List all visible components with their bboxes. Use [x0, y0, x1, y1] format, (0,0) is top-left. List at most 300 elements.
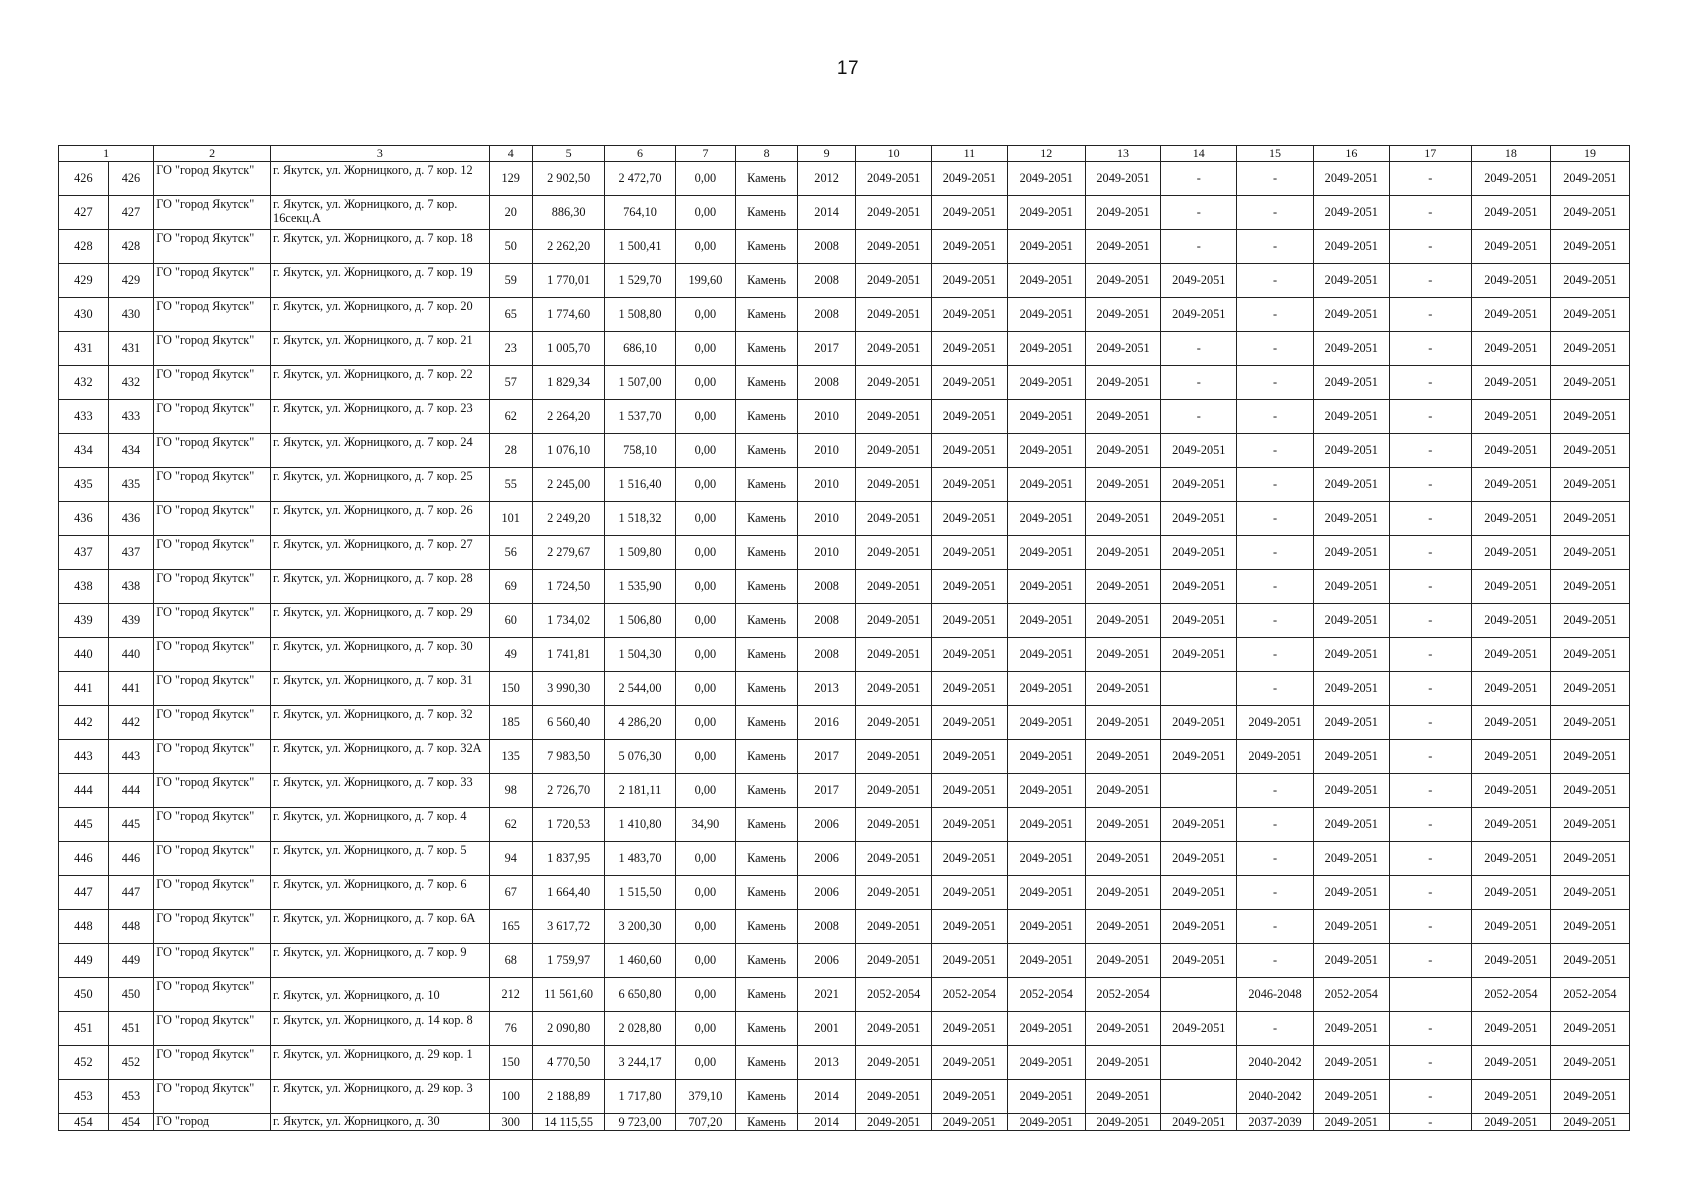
table-cell: 2049-2051 [932, 570, 1008, 604]
table-cell: 2049-2051 [1313, 1046, 1389, 1080]
table-cell: 2049-2051 [932, 672, 1008, 706]
table-cell: 2049-2051 [1471, 502, 1550, 536]
table-row [59, 196, 1630, 230]
column-header: 1 [59, 146, 154, 162]
table-cell: 2049-2051 [856, 196, 932, 230]
table-cell: - [1237, 944, 1314, 978]
table-cell: 431 [108, 332, 153, 366]
table-cell: 2 181,11 [605, 774, 675, 808]
table-cell: - [1237, 876, 1314, 910]
table-cell: 5 076,30 [605, 740, 675, 774]
table-cell: 62 [489, 808, 532, 842]
table-cell: 2049-2051 [932, 876, 1008, 910]
table-cell: 438 [59, 570, 109, 604]
table-cell: - [1389, 910, 1471, 944]
table-cell: 2049-2051 [1550, 536, 1629, 570]
table-cell: 2013 [797, 672, 855, 706]
table-cell: 60 [489, 604, 532, 638]
table-cell: 2049-2051 [1550, 604, 1629, 638]
table-cell [1161, 1046, 1237, 1080]
table-cell: 2049-2051 [1007, 1114, 1085, 1131]
table-cell: 2049-2051 [856, 910, 932, 944]
table-cell: 2010 [797, 400, 855, 434]
column-header: 11 [932, 146, 1008, 162]
table-cell: ГО "город Якутск" [154, 502, 271, 536]
table-cell [1389, 978, 1471, 1012]
table-cell: 65 [489, 298, 532, 332]
table-cell: - [1389, 1012, 1471, 1046]
table-cell: 0,00 [675, 944, 736, 978]
table-cell: 199,60 [675, 264, 736, 298]
table-cell: 100 [489, 1080, 532, 1114]
table-cell: 2049-2051 [856, 876, 932, 910]
table-cell [1161, 978, 1237, 1012]
table-cell: 2 264,20 [532, 400, 604, 434]
table-cell: 444 [59, 774, 109, 808]
table-cell: 2006 [797, 876, 855, 910]
table-cell: 2049-2051 [1471, 162, 1550, 196]
table-row [59, 366, 1630, 400]
table-row [59, 842, 1630, 876]
table-cell: 300 [489, 1114, 532, 1131]
table-cell: 2049-2051 [1550, 298, 1629, 332]
table-cell [1161, 672, 1237, 706]
table-cell: 2049-2051 [932, 264, 1008, 298]
table-cell: 430 [59, 298, 109, 332]
table-cell: г. Якутск, ул. Жорницкого, д. 7 кор. 28 [271, 570, 490, 604]
table-cell: 2049-2051 [856, 1012, 932, 1046]
table-cell: 2049-2051 [1161, 876, 1237, 910]
table-cell: 1 518,32 [605, 502, 675, 536]
table-cell: - [1237, 468, 1314, 502]
table-cell: 2006 [797, 808, 855, 842]
table-cell: - [1237, 910, 1314, 944]
table-cell: 2049-2051 [1007, 264, 1085, 298]
table-cell: 2049-2051 [856, 1114, 932, 1131]
table-cell: Камень [736, 1080, 798, 1114]
table-cell: Камень [736, 774, 798, 808]
table-cell: 2049-2051 [1471, 1080, 1550, 1114]
column-header: 8 [736, 146, 798, 162]
table-cell: 2049-2051 [1313, 638, 1389, 672]
table-cell: 2049-2051 [1161, 706, 1237, 740]
table-cell: 2049-2051 [1550, 1012, 1629, 1046]
table-cell: 2049-2051 [1471, 740, 1550, 774]
table-cell: ГО "город Якутск" [154, 536, 271, 570]
table-cell: 1 504,30 [605, 638, 675, 672]
table-cell: - [1389, 1114, 1471, 1131]
table-cell: 2049-2051 [1161, 842, 1237, 876]
table-cell: ГО "город Якутск" [154, 842, 271, 876]
column-header: 14 [1161, 146, 1237, 162]
table-cell: 2049-2051 [932, 162, 1008, 196]
table-cell: 1 529,70 [605, 264, 675, 298]
table-cell: 0,00 [675, 604, 736, 638]
table-cell: 2049-2051 [1550, 502, 1629, 536]
table-cell: 2049-2051 [1471, 1046, 1550, 1080]
table-cell: ГО "город Якутск" [154, 910, 271, 944]
table-cell: 1 507,00 [605, 366, 675, 400]
table-cell: ГО "город Якутск" [154, 264, 271, 298]
table-row [59, 706, 1630, 740]
page-number: 17 [836, 58, 860, 79]
table-cell: 2052-2054 [1007, 978, 1085, 1012]
table-cell: 2008 [797, 298, 855, 332]
table-cell: 2049-2051 [1550, 808, 1629, 842]
table-cell: - [1161, 162, 1237, 196]
table-cell: - [1161, 196, 1237, 230]
table-cell: - [1237, 672, 1314, 706]
table-cell: Камень [736, 944, 798, 978]
table-cell: 2049-2051 [1471, 910, 1550, 944]
table-cell: 2049-2051 [1471, 774, 1550, 808]
table-cell: 2049-2051 [1550, 400, 1629, 434]
table-cell: 449 [59, 944, 109, 978]
table-cell: 379,10 [675, 1080, 736, 1114]
table-cell: 437 [108, 536, 153, 570]
table-cell: 2049-2051 [1550, 944, 1629, 978]
table-cell: 1 535,90 [605, 570, 675, 604]
table-cell: 2049-2051 [1237, 740, 1314, 774]
table-cell: 429 [59, 264, 109, 298]
table-cell: 2049-2051 [1007, 570, 1085, 604]
table-cell: 2 544,00 [605, 672, 675, 706]
table-cell: - [1237, 570, 1314, 604]
table-cell: 2049-2051 [856, 706, 932, 740]
table-cell: 2049-2051 [1550, 264, 1629, 298]
table-cell: 2049-2051 [1007, 366, 1085, 400]
table-cell: г. Якутск, ул. Жорницкого, д. 7 кор. 25 [271, 468, 490, 502]
table-row [59, 1080, 1630, 1114]
table-cell: 2049-2051 [932, 298, 1008, 332]
table-cell: 2049-2051 [1085, 332, 1161, 366]
column-header: 10 [856, 146, 932, 162]
table-cell: 2049-2051 [1550, 468, 1629, 502]
table-cell: 2 902,50 [532, 162, 604, 196]
table-cell: 2049-2051 [1237, 706, 1314, 740]
table-cell: 2049-2051 [932, 332, 1008, 366]
table-body [59, 162, 1630, 1131]
table-cell: 2014 [797, 1080, 855, 1114]
table-cell: 2049-2051 [1550, 774, 1629, 808]
table-cell: 707,20 [675, 1114, 736, 1131]
table-cell: 439 [108, 604, 153, 638]
table-cell: 2049-2051 [1313, 1114, 1389, 1131]
table-cell: 2037-2039 [1237, 1114, 1314, 1131]
table-cell: 2049-2051 [1007, 944, 1085, 978]
table-cell: 2049-2051 [856, 468, 932, 502]
table-cell: - [1237, 230, 1314, 264]
table-cell: 2049-2051 [932, 536, 1008, 570]
table-cell: - [1237, 264, 1314, 298]
table-cell: Камень [736, 536, 798, 570]
table-cell: 6 650,80 [605, 978, 675, 1012]
table-cell: 442 [59, 706, 109, 740]
table-cell: 2049-2051 [932, 638, 1008, 672]
table-cell: 1 460,60 [605, 944, 675, 978]
column-header: 5 [532, 146, 604, 162]
table-cell: 2049-2051 [932, 502, 1008, 536]
table-cell: Камень [736, 468, 798, 502]
table-cell: 2049-2051 [1313, 808, 1389, 842]
table-cell: - [1389, 1046, 1471, 1080]
table-cell: - [1389, 944, 1471, 978]
table-cell: 2049-2051 [1550, 672, 1629, 706]
table-cell: 2049-2051 [1161, 502, 1237, 536]
table-cell: г. Якутск, ул. Жорницкого, д. 7 кор. 5 [271, 842, 490, 876]
table-cell: 1 837,95 [532, 842, 604, 876]
table-cell: 426 [108, 162, 153, 196]
table-cell: ГО "город Якутск" [154, 570, 271, 604]
table-cell: 2049-2051 [1161, 808, 1237, 842]
table-cell: 2049-2051 [1313, 400, 1389, 434]
table-cell: 2049-2051 [1313, 672, 1389, 706]
table-cell: г. Якутск, ул. Жорницкого, д. 7 кор. 32 [271, 706, 490, 740]
table-cell: 2049-2051 [1007, 672, 1085, 706]
table-cell: 2008 [797, 366, 855, 400]
table-row [59, 502, 1630, 536]
table-cell: 1 483,70 [605, 842, 675, 876]
table-cell: 2049-2051 [932, 604, 1008, 638]
table-cell: 2049-2051 [1550, 196, 1629, 230]
table-cell: 55 [489, 468, 532, 502]
table-cell: 2049-2051 [1313, 332, 1389, 366]
table-cell: 2049-2051 [1085, 944, 1161, 978]
table-row [59, 468, 1630, 502]
table-cell: 0,00 [675, 502, 736, 536]
table-row [59, 332, 1630, 366]
table-cell: 2049-2051 [1007, 1046, 1085, 1080]
table-cell: 430 [108, 298, 153, 332]
table-cell: 2 028,80 [605, 1012, 675, 1046]
table-cell: 886,30 [532, 196, 604, 230]
table-cell: 2049-2051 [1007, 502, 1085, 536]
table-cell: 62 [489, 400, 532, 434]
table-cell: 1 770,01 [532, 264, 604, 298]
table-cell: г. Якутск, ул. Жорницкого, д. 7 кор. 20 [271, 298, 490, 332]
table-cell: 2049-2051 [856, 740, 932, 774]
table-cell: 428 [108, 230, 153, 264]
table-cell: 2049-2051 [1085, 1012, 1161, 1046]
table-cell: 2049-2051 [932, 910, 1008, 944]
table-cell: 6 560,40 [532, 706, 604, 740]
table-cell: 34,90 [675, 808, 736, 842]
table-cell: 441 [108, 672, 153, 706]
table-row [59, 536, 1630, 570]
table-cell: 2049-2051 [1313, 264, 1389, 298]
table-cell: 2012 [797, 162, 855, 196]
table-row [59, 162, 1630, 196]
table-cell: 450 [108, 978, 153, 1012]
table-cell: 1 720,53 [532, 808, 604, 842]
table-cell: 2049-2051 [856, 944, 932, 978]
table-cell: 2049-2051 [1085, 672, 1161, 706]
table-cell: - [1237, 196, 1314, 230]
table-cell: 2049-2051 [1007, 842, 1085, 876]
table-cell: ГО "город Якутск" [154, 468, 271, 502]
table-cell: 764,10 [605, 196, 675, 230]
column-header: 9 [797, 146, 855, 162]
table-row [59, 230, 1630, 264]
table-cell: - [1389, 774, 1471, 808]
table-cell: ГО "город Якутск" [154, 1046, 271, 1080]
column-header: 18 [1471, 146, 1550, 162]
table-cell: 2049-2051 [1313, 434, 1389, 468]
table-cell: 451 [59, 1012, 109, 1046]
table-cell: 3 200,30 [605, 910, 675, 944]
table-cell: 0,00 [675, 196, 736, 230]
table-cell: 185 [489, 706, 532, 740]
table-cell: 2049-2051 [1471, 536, 1550, 570]
table-cell: 2049-2051 [856, 264, 932, 298]
table-cell: Камень [736, 1012, 798, 1046]
table-cell: 1 005,70 [532, 332, 604, 366]
table-cell: 0,00 [675, 536, 736, 570]
table-cell: 2008 [797, 638, 855, 672]
table-cell: 68 [489, 944, 532, 978]
table-cell: 452 [108, 1046, 153, 1080]
table-cell: 2049-2051 [856, 298, 932, 332]
table-cell: 2049-2051 [856, 434, 932, 468]
table-cell: 2049-2051 [856, 332, 932, 366]
table-cell: 2049-2051 [1007, 604, 1085, 638]
table-cell: 439 [59, 604, 109, 638]
table-cell: 1 724,50 [532, 570, 604, 604]
table-cell: 2049-2051 [1313, 502, 1389, 536]
table-cell: ГО "город Якутск" [154, 1012, 271, 1046]
table-cell: 2049-2051 [1471, 842, 1550, 876]
table-cell: 447 [59, 876, 109, 910]
table-cell: - [1389, 808, 1471, 842]
column-header: 7 [675, 146, 736, 162]
table-cell: 59 [489, 264, 532, 298]
table-cell: 0,00 [675, 570, 736, 604]
table-cell: г. Якутск, ул. Жорницкого, д. 7 кор. 21 [271, 332, 490, 366]
table-cell: 2049-2051 [1471, 298, 1550, 332]
table-cell: 2049-2051 [1161, 740, 1237, 774]
table-cell: 447 [108, 876, 153, 910]
table-cell: - [1237, 434, 1314, 468]
table-cell: 2049-2051 [932, 774, 1008, 808]
table-cell: 2049-2051 [1313, 536, 1389, 570]
column-header: 15 [1237, 146, 1314, 162]
table-cell: 440 [108, 638, 153, 672]
table-cell: 2052-2054 [856, 978, 932, 1012]
table-cell: Камень [736, 842, 798, 876]
table-cell: 2049-2051 [932, 400, 1008, 434]
table-cell: 2040-2042 [1237, 1080, 1314, 1114]
table-cell: 2049-2051 [1550, 162, 1629, 196]
table-cell: 0,00 [675, 706, 736, 740]
table-cell: 2001 [797, 1012, 855, 1046]
table-cell: Камень [736, 706, 798, 740]
table-cell: 2049-2051 [932, 1114, 1008, 1131]
table-cell: 2049-2051 [1085, 162, 1161, 196]
table-cell: 57 [489, 366, 532, 400]
table-cell: 2010 [797, 502, 855, 536]
table-cell: 2049-2051 [1007, 740, 1085, 774]
table-cell: 2049-2051 [856, 638, 932, 672]
table-cell: - [1389, 332, 1471, 366]
table-cell: - [1237, 366, 1314, 400]
table-cell: г. Якутск, ул. Жорницкого, д. 7 кор. 6А [271, 910, 490, 944]
table-cell [1161, 774, 1237, 808]
table-cell: - [1237, 774, 1314, 808]
table-cell: - [1237, 808, 1314, 842]
table-cell: 2049-2051 [1471, 1114, 1550, 1131]
table-cell: 2049-2051 [1313, 842, 1389, 876]
table-cell: ГО "город Якутск" [154, 672, 271, 706]
table-cell: 2049-2051 [1161, 910, 1237, 944]
table-cell: 1 741,81 [532, 638, 604, 672]
table-cell: 454 [108, 1114, 153, 1131]
table-cell: г. Якутск, ул. Жорницкого, д. 7 кор. 4 [271, 808, 490, 842]
column-header: 3 [271, 146, 490, 162]
table-cell: ГО "город Якутск" [154, 604, 271, 638]
table-cell: 2049-2051 [1085, 1080, 1161, 1114]
table-cell: 2049-2051 [856, 842, 932, 876]
table-cell: ГО "город Якутск" [154, 1080, 271, 1114]
table-cell: г. Якутск, ул. Жорницкого, д. 29 кор. 1 [271, 1046, 490, 1080]
table-cell: 2049-2051 [1085, 1114, 1161, 1131]
table-cell: 2049-2051 [1007, 638, 1085, 672]
table-cell: 7 983,50 [532, 740, 604, 774]
table-cell: 2049-2051 [1550, 570, 1629, 604]
table-row [59, 604, 1630, 638]
table-cell: 2049-2051 [1085, 706, 1161, 740]
table-cell: - [1389, 1080, 1471, 1114]
table-cell: 2008 [797, 230, 855, 264]
table-cell: 69 [489, 570, 532, 604]
column-header: 16 [1313, 146, 1389, 162]
table-cell: 135 [489, 740, 532, 774]
table-cell: 2010 [797, 434, 855, 468]
table-cell: 433 [59, 400, 109, 434]
column-header: 2 [154, 146, 271, 162]
table-cell: 2049-2051 [856, 162, 932, 196]
table-cell: 453 [108, 1080, 153, 1114]
table-cell: 2049-2051 [1161, 1114, 1237, 1131]
table-cell: Камень [736, 638, 798, 672]
table-cell: 0,00 [675, 638, 736, 672]
table-cell: 2049-2051 [856, 672, 932, 706]
table-cell: г. Якутск, ул. Жорницкого, д. 10 [271, 978, 490, 1012]
table-cell: 2049-2051 [1313, 162, 1389, 196]
table-cell: 0,00 [675, 1012, 736, 1046]
table-cell: 2049-2051 [1085, 536, 1161, 570]
table-cell: 2049-2051 [1007, 196, 1085, 230]
table-cell: 2049-2051 [1007, 876, 1085, 910]
table-cell: 98 [489, 774, 532, 808]
table-cell: 2049-2051 [1471, 876, 1550, 910]
table-cell: 1 506,80 [605, 604, 675, 638]
table-cell: ГО "город Якутск" [154, 944, 271, 978]
table-cell: 2052-2054 [1085, 978, 1161, 1012]
table-cell: 448 [108, 910, 153, 944]
table-row [59, 1012, 1630, 1046]
table-cell: - [1389, 230, 1471, 264]
table-cell: Камень [736, 400, 798, 434]
table-cell: 2 245,00 [532, 468, 604, 502]
table-cell: 2049-2051 [1313, 298, 1389, 332]
table-row [59, 774, 1630, 808]
table-cell: Камень [736, 298, 798, 332]
table-cell: 2010 [797, 536, 855, 570]
table-cell: ГО "город Якутск" [154, 774, 271, 808]
table-cell: 444 [108, 774, 153, 808]
table-cell: г. Якутск, ул. Жорницкого, д. 7 кор. 6 [271, 876, 490, 910]
table-cell: 2049-2051 [1471, 944, 1550, 978]
